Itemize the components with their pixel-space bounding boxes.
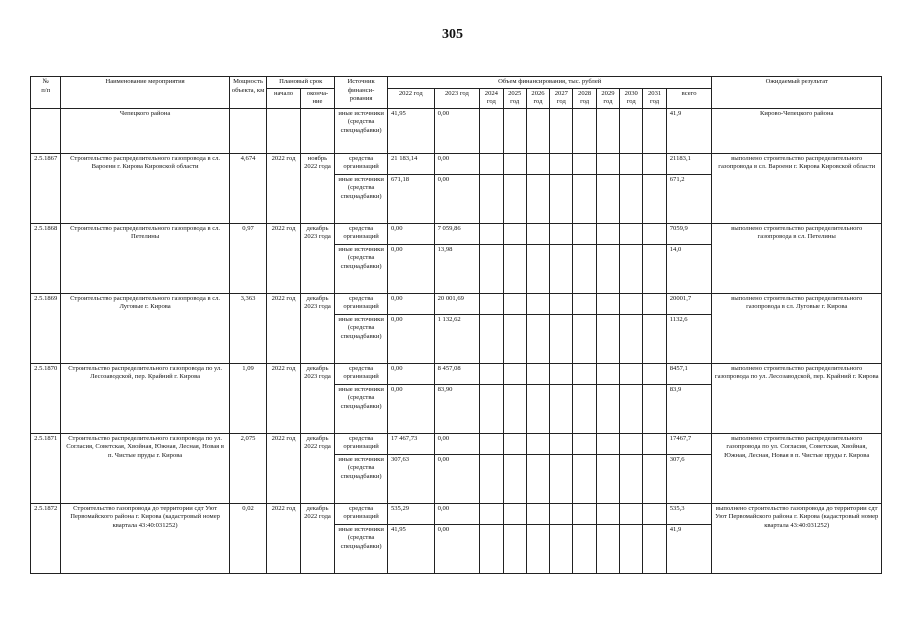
empty-cell (596, 108, 619, 153)
empty-cell (503, 503, 526, 524)
empty-cell (620, 363, 643, 384)
empty-cell (643, 524, 666, 573)
empty-cell (550, 244, 573, 293)
empty-cell (596, 314, 619, 363)
cell-2022: 0,00 (387, 244, 434, 293)
cell-name: Строительство распределительного газопровода в сл. Луговые г. Кирова (61, 293, 229, 363)
header-2026: 2026 год (526, 88, 549, 108)
empty-cell (620, 108, 643, 153)
cell-2023: 13,98 (434, 244, 480, 293)
cell-result: выполнено строительство распределительного газопровода в сл. Вароени г. Кирова Кировской области (712, 153, 882, 223)
empty-cell (643, 503, 666, 524)
cell-2023: 0,00 (434, 433, 480, 454)
header-end: оконча-ние (300, 88, 334, 108)
empty-cell (620, 174, 643, 223)
empty-cell (596, 524, 619, 573)
cell-num: 2.5.1868 (31, 223, 61, 293)
cell-total: 41,9 (666, 524, 712, 573)
header-volume: Объем финансирования, тыс. рублей (387, 77, 711, 89)
empty-cell (596, 503, 619, 524)
empty-cell (620, 454, 643, 503)
empty-cell (620, 153, 643, 174)
empty-cell (480, 454, 503, 503)
cell-name: Строительство распределительного газопровода по ул. Согласия, Советская, Хвойная, Южная, Лесная, Новая в п. Чистые пруды г. Кирова (61, 433, 229, 503)
table-row (31, 108, 882, 153)
header-result: Ожидаемый результат (712, 77, 882, 109)
cell-result: выполнено строительство распределительного газопровода по ул. Согласия, Советская, Хвойная, Южная, Лесная, Новая в п. Чистые пруды г. Кирова (712, 433, 882, 503)
cell-2023: 0,00 (434, 503, 480, 524)
empty-cell (550, 454, 573, 503)
cell-2022: 41,95 (387, 524, 434, 573)
empty-cell (480, 363, 503, 384)
cell-source: средства организаций (335, 363, 388, 384)
cell-result: выполнено строительство газопровода до территории сдт Уют Первомайского района г. Кирова (кадастровый номер квартала 43:40:031252) (712, 503, 882, 573)
cell-source: иные источники (средства спецнадбавки) (335, 108, 388, 153)
header-source: Источник финанси-рования (335, 77, 388, 109)
table-row (31, 293, 882, 314)
empty-cell (550, 153, 573, 174)
empty-cell (573, 433, 596, 454)
table-row (31, 503, 882, 524)
empty-cell (643, 293, 666, 314)
cell-2022: 307,63 (387, 454, 434, 503)
cell-result: выполнено строительство распределительного газопровода по ул. Лесозаводской, пер. Крайний г. Кирова (712, 363, 882, 433)
cell-start: 2022 год (267, 153, 300, 223)
empty-cell (526, 174, 549, 223)
empty-cell (620, 503, 643, 524)
header-2030: 2030 год (620, 88, 643, 108)
cell-power: 1,09 (229, 363, 267, 433)
empty-cell (596, 454, 619, 503)
cell-source: средства организаций (335, 503, 388, 524)
empty-cell (550, 503, 573, 524)
header-num: № п/п (31, 77, 61, 109)
empty-cell (643, 108, 666, 153)
cell-source: иные источники (средства спецнадбавки) (335, 314, 388, 363)
empty-cell (573, 314, 596, 363)
empty-cell (596, 363, 619, 384)
table-row (31, 223, 882, 244)
empty-cell (480, 174, 503, 223)
cell-name: Строительство распределительного газопровода в сл. Вароени г. Кирова Кировской области (61, 153, 229, 223)
empty-cell (643, 433, 666, 454)
header-power: Мощность объекта, км (229, 77, 267, 109)
cell-total: 307,6 (666, 454, 712, 503)
cell-source: иные источники (средства спецнадбавки) (335, 244, 388, 293)
cell-num: 2.5.1872 (31, 503, 61, 573)
cell-name: Строительство распределительного газопровода по ул. Лесозаводской, пер. Крайний г. Кирова (61, 363, 229, 433)
cell-2022: 0,00 (387, 223, 434, 244)
cell-total: 7059,9 (666, 223, 712, 244)
header-plan: Плановый срок (267, 77, 335, 89)
empty-cell (526, 433, 549, 454)
empty-cell (596, 384, 619, 433)
cell-start: 2022 год (267, 223, 300, 293)
empty-cell (596, 153, 619, 174)
financing-table (30, 76, 882, 574)
empty-cell (480, 384, 503, 433)
cell-source: средства организаций (335, 293, 388, 314)
header-2027: 2027 год (550, 88, 573, 108)
empty-cell (480, 503, 503, 524)
cell-num: 2.5.1870 (31, 363, 61, 433)
empty-cell (526, 384, 549, 433)
empty-cell (620, 244, 643, 293)
cell-source: иные источники (средства спецнадбавки) (335, 524, 388, 573)
cell-2023: 0,00 (434, 174, 480, 223)
empty-cell (573, 524, 596, 573)
empty-cell (526, 503, 549, 524)
empty-cell (550, 293, 573, 314)
cell-name: Строительство газопровода до территории сдт Уют Первомайского района г. Кирова (кадастровый номер квартала 43:40:031252) (61, 503, 229, 573)
cell-end: декабрь 2023 года (300, 293, 334, 363)
cell-total: 21183,1 (666, 153, 712, 174)
empty-cell (480, 108, 503, 153)
empty-cell (573, 384, 596, 433)
empty-cell (480, 524, 503, 573)
header-total: всего (666, 88, 712, 108)
empty-cell (573, 174, 596, 223)
empty-cell (573, 503, 596, 524)
cell-start: 2022 год (267, 503, 300, 573)
empty-cell (620, 293, 643, 314)
empty-cell (526, 524, 549, 573)
empty-cell (620, 524, 643, 573)
empty-cell (573, 454, 596, 503)
empty-cell (643, 384, 666, 433)
empty-cell (480, 433, 503, 454)
cell-2022: 535,29 (387, 503, 434, 524)
empty-cell (526, 363, 549, 384)
cell-source: иные источники (средства спецнадбавки) (335, 454, 388, 503)
cell-total: 671,2 (666, 174, 712, 223)
cell-power: 0,97 (229, 223, 267, 293)
cell-2022: 0,00 (387, 384, 434, 433)
cell-2023: 7 059,86 (434, 223, 480, 244)
cell-total: 14,0 (666, 244, 712, 293)
empty-cell (480, 293, 503, 314)
cell-end: декабрь 2023 года (300, 223, 334, 293)
cell-2023: 8 457,08 (434, 363, 480, 384)
empty-cell (503, 293, 526, 314)
empty-cell (480, 314, 503, 363)
empty-cell (550, 314, 573, 363)
empty-cell (550, 524, 573, 573)
empty-cell (643, 244, 666, 293)
header-2024: 2024 год (480, 88, 503, 108)
empty-cell (643, 314, 666, 363)
empty-cell (550, 363, 573, 384)
cell-2023: 20 001,69 (434, 293, 480, 314)
cell-power: 4,674 (229, 153, 267, 223)
cell-result: выполнено строительство распределительного газопровода в сл. Петелины (712, 223, 882, 293)
empty-cell (526, 153, 549, 174)
empty-cell (550, 384, 573, 433)
table-row (31, 433, 882, 454)
cell-total: 20001,7 (666, 293, 712, 314)
cell-2023: 1 132,62 (434, 314, 480, 363)
cell-2022: 0,00 (387, 293, 434, 314)
header-2031: 2031 год (643, 88, 666, 108)
cell-2022: 21 183,14 (387, 153, 434, 174)
empty-cell (596, 174, 619, 223)
cell-source: средства организаций (335, 433, 388, 454)
header-name: Наименование мероприятия (61, 77, 229, 109)
empty-cell (503, 384, 526, 433)
cell-start: 2022 год (267, 363, 300, 433)
cell-total: 83,9 (666, 384, 712, 433)
cell-end: декабрь 2022 года (300, 503, 334, 573)
cell-num: 2.5.1871 (31, 433, 61, 503)
cell-total: 8457,1 (666, 363, 712, 384)
empty-cell (503, 244, 526, 293)
cell-2022: 0,00 (387, 363, 434, 384)
header-start: начало (267, 88, 300, 108)
empty-cell (573, 223, 596, 244)
cell-name: Строительство распределительного газопровода в сл. Петелины (61, 223, 229, 293)
empty-cell (526, 454, 549, 503)
empty-cell (643, 174, 666, 223)
cell-end: декабрь 2023 года (300, 363, 334, 433)
cell-source: средства организаций (335, 223, 388, 244)
empty-cell (503, 174, 526, 223)
empty-cell (526, 108, 549, 153)
cell-2022: 0,00 (387, 314, 434, 363)
empty-cell (573, 108, 596, 153)
empty-cell (596, 223, 619, 244)
empty-cell (503, 454, 526, 503)
cell-num: 2.5.1869 (31, 293, 61, 363)
empty-cell (503, 314, 526, 363)
cell-2023: 83,90 (434, 384, 480, 433)
empty-cell (643, 363, 666, 384)
cell-start: 2022 год (267, 293, 300, 363)
empty-cell (643, 454, 666, 503)
cell-total: 535,3 (666, 503, 712, 524)
empty-cell (620, 433, 643, 454)
empty-cell (526, 314, 549, 363)
cell-source: иные источники (средства спецнадбавки) (335, 174, 388, 223)
empty-cell (620, 223, 643, 244)
empty-cell (550, 174, 573, 223)
cell-end: декабрь 2022 года (300, 433, 334, 503)
cell-source: средства организаций (335, 153, 388, 174)
cell-2022: 17 467,73 (387, 433, 434, 454)
empty-cell (620, 314, 643, 363)
empty-cell (596, 433, 619, 454)
cell-total: 1132,6 (666, 314, 712, 363)
cell-power: 3,363 (229, 293, 267, 363)
empty-cell (643, 223, 666, 244)
empty-cell (503, 223, 526, 244)
cell-end: ноябрь 2022 года (300, 153, 334, 223)
empty-cell (643, 153, 666, 174)
cell-2023: 0,00 (434, 153, 480, 174)
header-2029: 2029 год (596, 88, 619, 108)
page-number: 305 (442, 27, 463, 42)
empty-cell (526, 244, 549, 293)
empty-cell (573, 153, 596, 174)
cell-num: 2.5.1867 (31, 153, 61, 223)
empty-cell (550, 108, 573, 153)
cell-2022: 671,18 (387, 174, 434, 223)
empty-cell (526, 223, 549, 244)
empty-cell (573, 363, 596, 384)
cell-result: выполнено строительство распределительного газопровода в сл. Луговые г. Кирова (712, 293, 882, 363)
empty-cell (620, 384, 643, 433)
empty-cell (550, 223, 573, 244)
cell-source: иные источники (средства спецнадбавки) (335, 384, 388, 433)
header-2028: 2028 год (573, 88, 596, 108)
cell-start: 2022 год (267, 433, 300, 503)
cell-2022: 41,95 (387, 108, 434, 153)
empty-cell (480, 244, 503, 293)
empty-cell (596, 244, 619, 293)
empty-cell (480, 153, 503, 174)
empty-cell (573, 293, 596, 314)
cell-2023: 0,00 (434, 524, 480, 573)
cell-2023: 0,00 (434, 454, 480, 503)
cell-total: 17467,7 (666, 433, 712, 454)
empty-cell (480, 223, 503, 244)
header-2023: 2023 год (434, 88, 480, 108)
empty-cell (573, 244, 596, 293)
empty-cell (503, 524, 526, 573)
table-row (31, 363, 882, 384)
empty-cell (526, 293, 549, 314)
empty-cell (503, 153, 526, 174)
empty-cell (503, 363, 526, 384)
header-2022: 2022 год (387, 88, 434, 108)
cell-result: Кирово-Чепецкого района (712, 108, 882, 153)
cell-power: 2,075 (229, 433, 267, 503)
empty-cell (596, 293, 619, 314)
cell-2023: 0,00 (434, 108, 480, 153)
header-2025: 2025 год (503, 88, 526, 108)
table-row (31, 153, 882, 174)
empty-cell (503, 433, 526, 454)
empty-cell (550, 433, 573, 454)
empty-cell (503, 108, 526, 153)
cell-total: 41,9 (666, 108, 712, 153)
cell-power: 0,02 (229, 503, 267, 573)
cell-name: Чепецкого района (61, 108, 229, 153)
